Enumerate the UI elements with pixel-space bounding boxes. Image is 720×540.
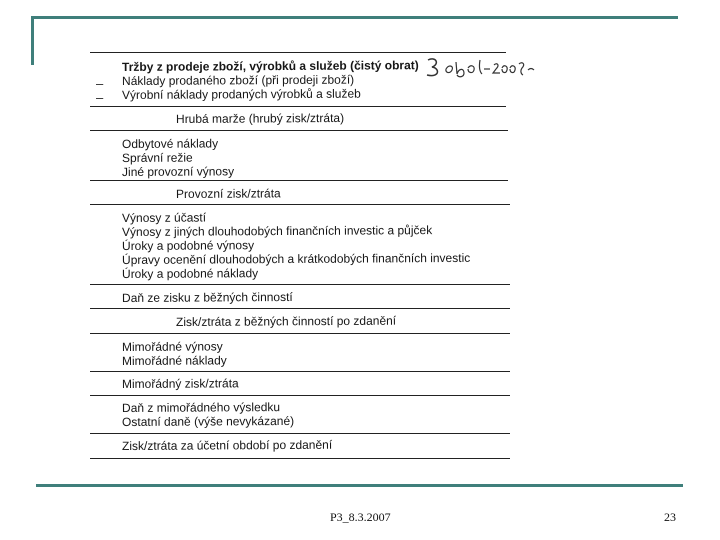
rule-line bbox=[90, 371, 510, 372]
rule-line bbox=[90, 308, 510, 309]
statement-line-investment-income: Výnosy z jiných dlouhodobých finančních investic a půjček bbox=[121, 223, 433, 239]
statement-line-extraordinary-tax: Daň z mimořádného výsledku bbox=[121, 400, 281, 415]
footer-date-label: P3_8.3.2007 bbox=[330, 510, 391, 524]
rule-line bbox=[90, 284, 510, 285]
statement-line-extraordinary-income: Mimořádné výnosy bbox=[121, 339, 223, 354]
statement-line-gross-margin: Hrubá marže (hrubý zisk/ztráta) bbox=[175, 110, 345, 126]
rule-line bbox=[90, 458, 510, 459]
statement-line-income-tax: Daň ze zisku z běžných činností bbox=[121, 289, 293, 305]
statement-line-participation-income: Výnosy z účastí bbox=[121, 210, 207, 225]
statement-line-other-taxes: Ostatní daně (výše nevykázané) bbox=[121, 413, 295, 429]
statement-line-interest-expense: Úroky a podobné náklady bbox=[121, 266, 259, 281]
statement-line-investment-revaluation: Úpravy ocenění dlouhodobých a krátkodobých finančních investic bbox=[121, 250, 471, 267]
statement-line-extraordinary-profit: Mimořádný zisk/ztráta bbox=[121, 376, 239, 391]
handwritten-note bbox=[424, 56, 544, 80]
rule-line bbox=[90, 395, 510, 396]
page-number: 23 bbox=[664, 510, 676, 524]
statement-line-net-profit: Zisk/ztráta za účetní období po zdanění bbox=[121, 437, 333, 453]
frame-top-line bbox=[31, 16, 678, 19]
rule-line bbox=[90, 204, 510, 205]
rule-line bbox=[90, 130, 508, 131]
statement-line-cost-of-goods: Náklady prodaného zboží (při prodeji zboží) bbox=[121, 72, 355, 88]
minus-sign: – bbox=[96, 90, 104, 105]
rule-line bbox=[90, 433, 510, 434]
statement-line-production-costs: Výrobní náklady prodaných výrobků a služeb bbox=[121, 86, 361, 102]
statement-line-operating-profit: Provozní zisk/ztráta bbox=[175, 186, 281, 201]
statement-line-extraordinary-expenses: Mimořádné náklady bbox=[121, 353, 227, 368]
statement-line-interest-income: Úroky a podobné výnosy bbox=[121, 238, 255, 253]
frame-bottom-line bbox=[36, 484, 683, 487]
rule-line bbox=[90, 106, 506, 107]
scanned-income-statement bbox=[86, 46, 546, 466]
minus-sign: – bbox=[96, 76, 104, 91]
statement-line-selling-costs: Odbytové náklady bbox=[121, 136, 219, 151]
rule-line bbox=[90, 52, 506, 53]
statement-line-revenue: Tržby z prodeje zboží, výrobků a služeb (čistý obrat) bbox=[121, 58, 419, 74]
statement-line-ordinary-profit: Zisk/ztráta z běžných činností po zdanění bbox=[175, 313, 397, 329]
rule-line bbox=[90, 180, 508, 181]
rule-line bbox=[90, 333, 510, 334]
statement-line-admin-overhead: Správní režie bbox=[121, 150, 193, 165]
statement-line-other-operating-revenue: Jiné provozní výnosy bbox=[121, 164, 235, 179]
frame-left-line bbox=[31, 16, 34, 65]
